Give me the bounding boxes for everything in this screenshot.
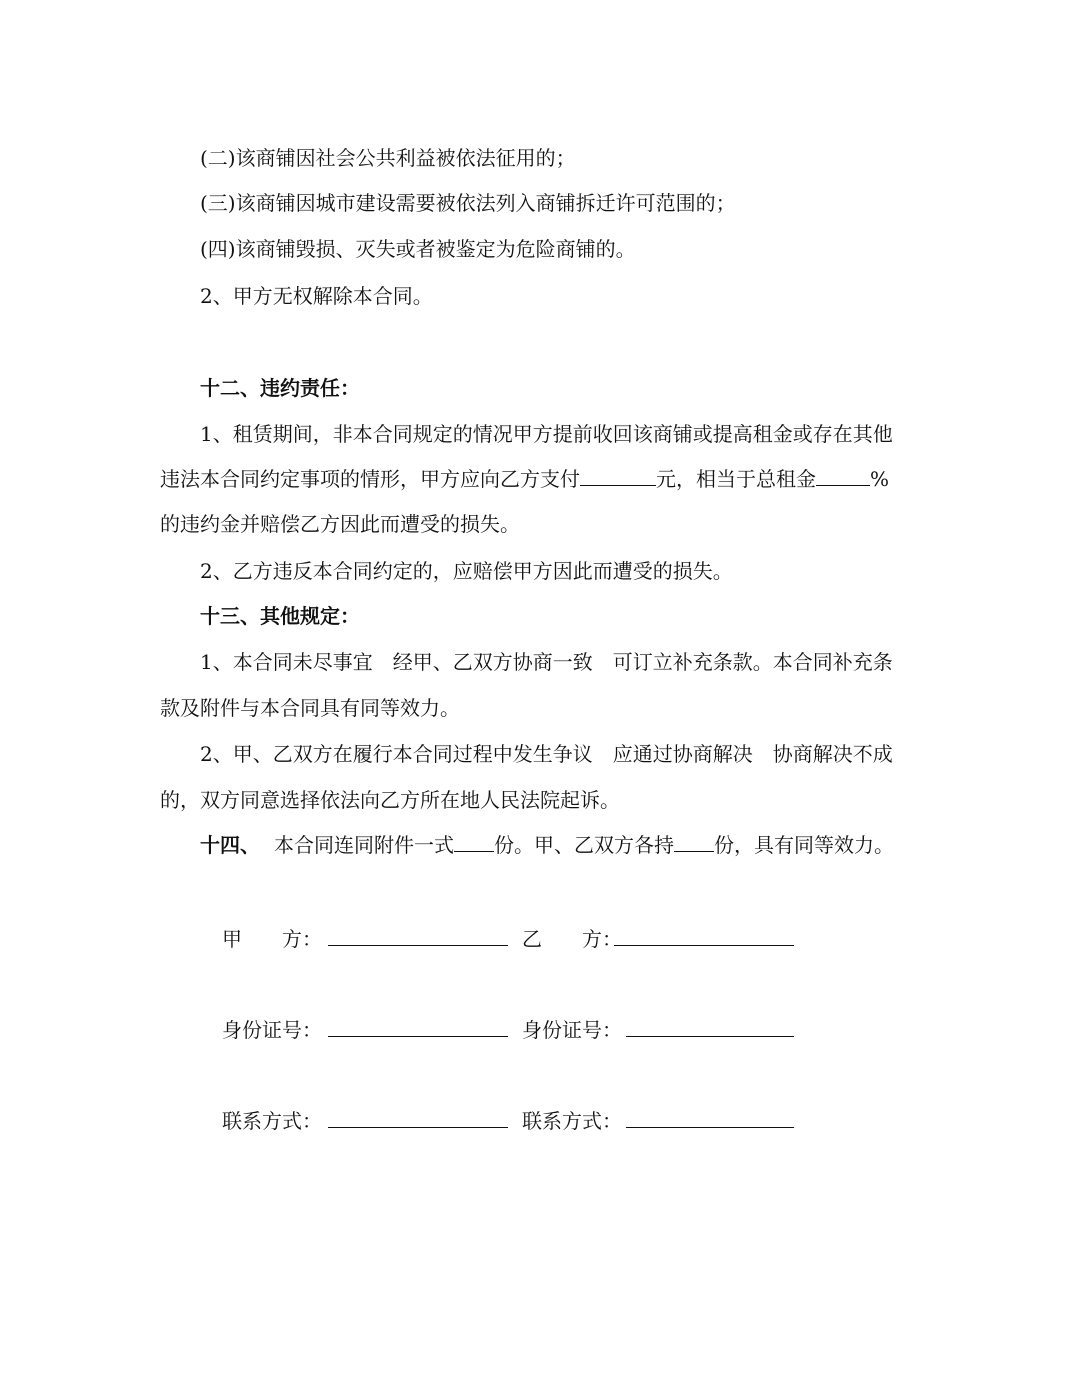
signature-row-id [222, 1018, 794, 1042]
copies-each-blank[interactable] [674, 833, 714, 852]
clause12-heading: 十二、违约责任： [200, 376, 360, 400]
clause12-p1-text-c: % [870, 467, 890, 491]
id-b-line[interactable] [626, 1018, 794, 1037]
clause13-heading: 十三、其他规定： [200, 604, 360, 628]
clause14-label: 十四、 [200, 833, 260, 857]
contact-b-label: 联系方式： [522, 1109, 622, 1133]
clause11-item-2: (二)该商铺因社会公共利益被依法征用的； [200, 146, 576, 170]
copies-total-blank[interactable] [454, 833, 494, 852]
party-a-line[interactable] [328, 927, 508, 946]
clause14-text-a: 本合同连同附件一式 [274, 833, 454, 857]
party-b-line[interactable] [614, 927, 794, 946]
party-a-label: 甲 方： [222, 927, 322, 951]
signature-row-contact [222, 1109, 794, 1133]
id-a-label: 身份证号： [222, 1018, 322, 1042]
clause12-p1-text-a: 违法本合同约定事项的情形，甲方应向乙方支付 [160, 467, 580, 491]
clause12-p1-line1: 1、租赁期间，非本合同规定的情况甲方提前收回该商铺或提高租金或存在其他 [200, 422, 893, 446]
clause14-text-c: 份，具有同等效力。 [714, 833, 894, 857]
contact-a-label: 联系方式： [222, 1109, 322, 1133]
clause12-p1-line3: 的违约金并赔偿乙方因此而遭受的损失。 [160, 512, 520, 536]
party-b-label: 乙 方： [522, 927, 622, 951]
clause13-p1-line1: 1、本合同未尽事宜 经甲、乙双方协商一致 可订立补充条款。本合同补充条 [200, 650, 893, 674]
clause11-item-3: (三)该商铺因城市建设需要被依法列入商铺拆迁许可范围的； [200, 191, 736, 215]
clause14-line [200, 833, 894, 857]
clause11-item-4: (四)该商铺毁损、灭失或者被鉴定为危险商铺的。 [200, 237, 636, 261]
clause14-text-b: 份。甲、乙双方各持 [494, 833, 674, 857]
contact-b-line[interactable] [626, 1109, 794, 1128]
clause13-p1-line2: 款及附件与本合同具有同等效力。 [160, 696, 460, 720]
clause12-p2: 2、乙方违反本合同约定的，应赔偿甲方因此而遭受的损失。 [200, 559, 733, 583]
amount-blank[interactable] [580, 467, 656, 486]
id-a-line[interactable] [328, 1018, 508, 1037]
contact-a-line[interactable] [328, 1109, 508, 1128]
clause13-p2-line2: 的，双方同意选择依法向乙方所在地人民法院起诉。 [160, 788, 620, 812]
clause12-p1-text-b: 元，相当于总租金 [656, 467, 816, 491]
clause11-point-2: 2、甲方无权解除本合同。 [200, 284, 433, 308]
id-b-label: 身份证号： [522, 1018, 622, 1042]
percent-blank[interactable] [816, 467, 870, 486]
signature-row-party [222, 927, 794, 951]
clause13-p2-line1: 2、甲、乙双方在履行本合同过程中发生争议 应通过协商解决 协商解决不成 [200, 742, 893, 766]
clause12-p1-line2 [160, 467, 889, 491]
